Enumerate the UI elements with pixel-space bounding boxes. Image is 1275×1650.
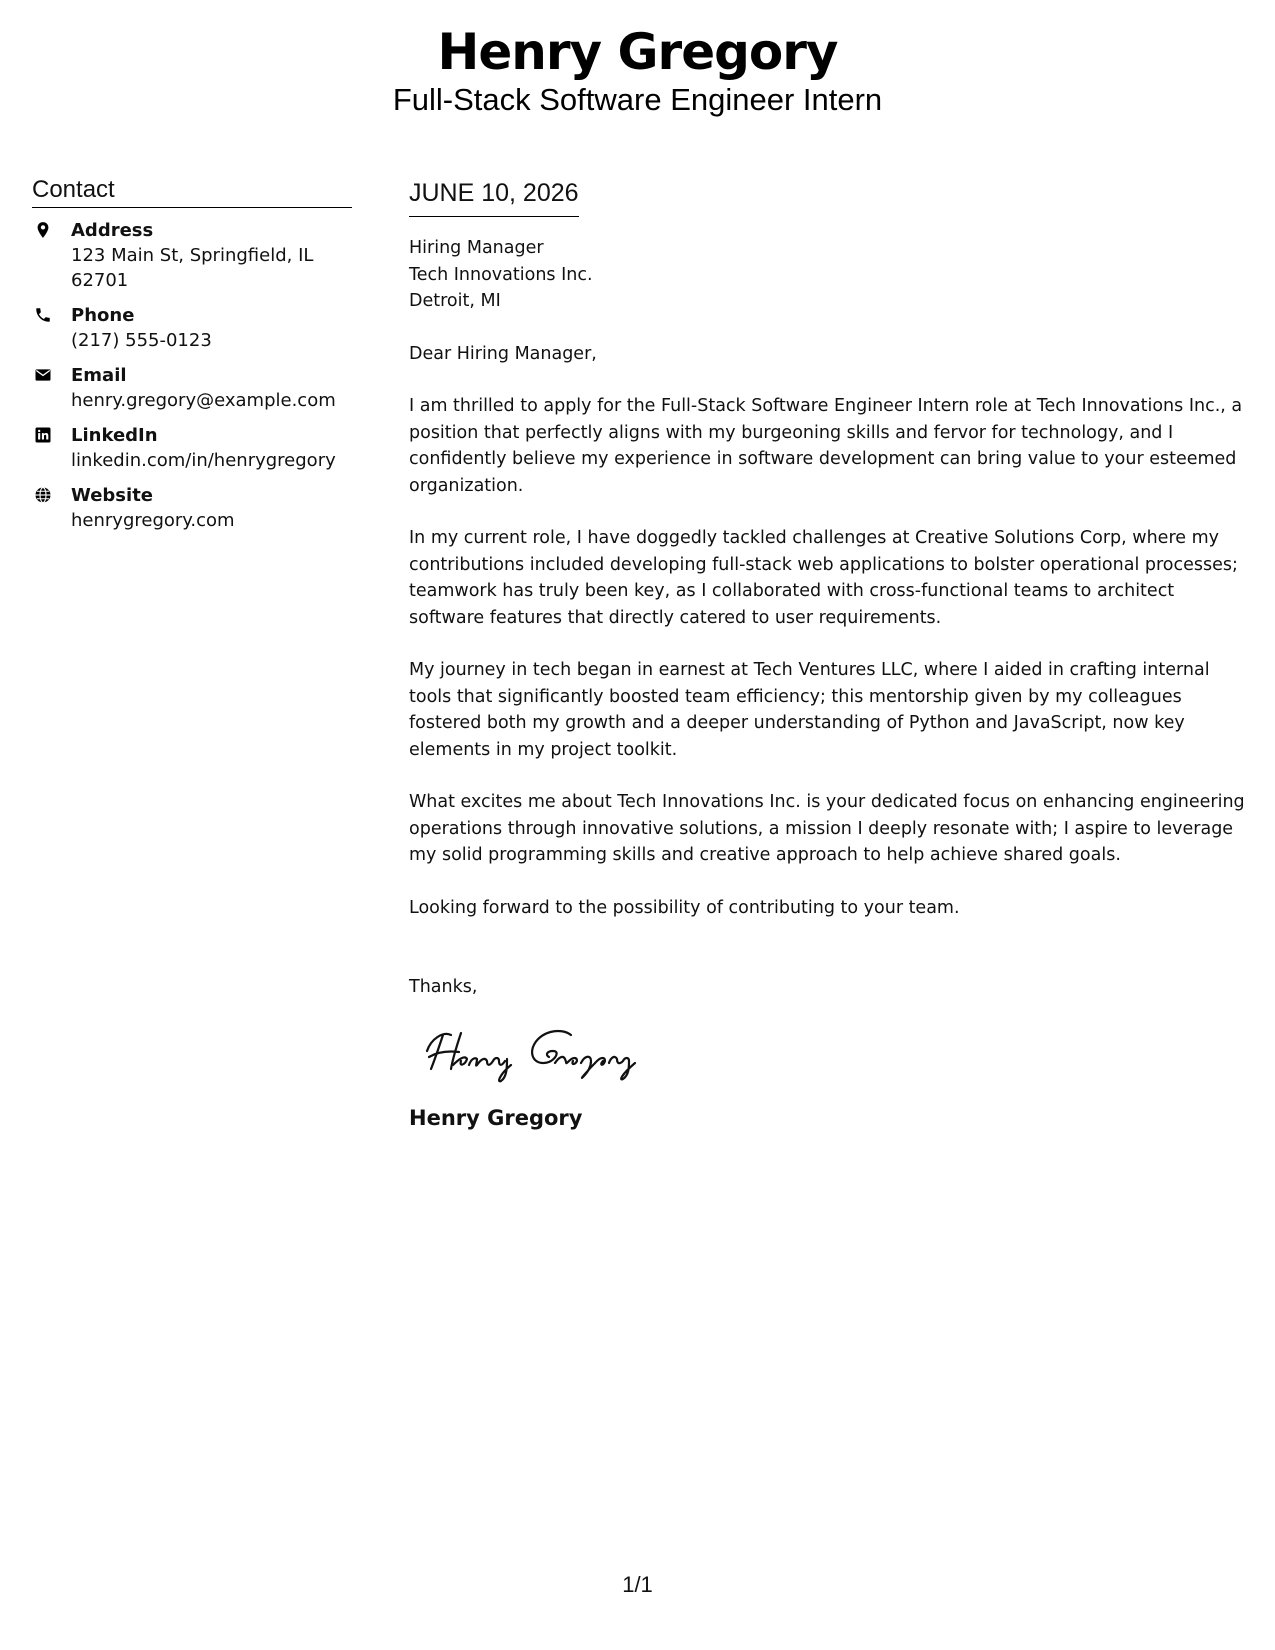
applicant-role: Full-Stack Software Engineer Intern	[392, 82, 883, 117]
letter-date: JUNE 10, 2026	[409, 178, 579, 217]
contact-item-website	[32, 484, 352, 533]
recipient-line: Tech Innovations Inc.	[409, 264, 593, 285]
website-value: henrygregory.com	[71, 510, 235, 531]
linkedin-value: linkedin.com/in/henrygregory	[71, 450, 336, 471]
globe-icon	[34, 486, 52, 504]
linkedin-icon	[34, 426, 52, 444]
closing: Thanks,	[409, 977, 478, 997]
phone-icon	[34, 306, 52, 324]
paragraph: My journey in tech began in earnest at Tech Ventures LLC, where I aided in crafting internal tools that significantly boosted team efficiency; this mentorship given by my colleagues fostered both my growth and a deeper understanding of Python and JavaScript, now key elements in my project toolkit.	[409, 660, 1210, 760]
contact-label: Email	[71, 365, 127, 386]
contact-item-linkedin	[32, 424, 352, 473]
address-value: 123 Main St, Springfield, IL 62701	[71, 245, 314, 291]
paragraph: Looking forward to the possibility of contributing to your team.	[409, 897, 960, 918]
handwritten-signature	[421, 1021, 1249, 1083]
recipient-line: Detroit, MI	[409, 291, 501, 311]
contact-label: Website	[71, 485, 154, 506]
contact-heading: Contact	[32, 176, 352, 208]
paragraph: What excites me about Tech Innovations Inc. is your dedicated focus on enhancing engineering operations through innovative solutions, a mission I deeply resonate with; I aspire to leverage my solid programming skills and creative approach to help achieve shared goals.	[409, 792, 1245, 865]
recipient-line: Hiring Manager	[409, 238, 544, 258]
contact-item-address	[32, 219, 352, 293]
contact-item-phone	[32, 304, 352, 353]
paragraph: In my current role, I have doggedly tackled challenges at Creative Solutions Corp, where my contributions included developing full-stack web applications to bolster operational processes; teamwork has truly been key, as I collaborated with cross-functional teams to architect software features that directly catered to user requirements.	[409, 528, 1238, 628]
page-number: 1/1	[622, 1572, 653, 1597]
signer-name: Henry Gregory	[409, 1105, 583, 1130]
letter-body	[409, 178, 1249, 1131]
applicant-name: Henry Gregory	[437, 23, 838, 81]
contact-sidebar	[32, 176, 352, 544]
phone-value: (217) 555-0123	[71, 330, 212, 351]
letter-header	[0, 22, 1275, 118]
contact-label: Address	[71, 220, 154, 241]
greeting: Dear Hiring Manager,	[409, 343, 597, 364]
contact-item-email	[32, 364, 352, 413]
paragraph: I am thrilled to apply for the Full-Stack Software Engineer Intern role at Tech Innovations Inc., a position that perfectly aligns with my burgeoning skills and fervor for technology, and I confidently believe my experience in software development can bring value to your esteemed organization.	[409, 396, 1243, 496]
recipient-block	[409, 235, 1249, 315]
email-value: henry.gregory@example.com	[71, 390, 336, 411]
contact-label: LinkedIn	[71, 425, 158, 446]
contact-list	[32, 219, 352, 533]
envelope-icon	[34, 366, 52, 384]
map-pin-icon	[34, 221, 52, 239]
contact-label: Phone	[71, 305, 135, 326]
